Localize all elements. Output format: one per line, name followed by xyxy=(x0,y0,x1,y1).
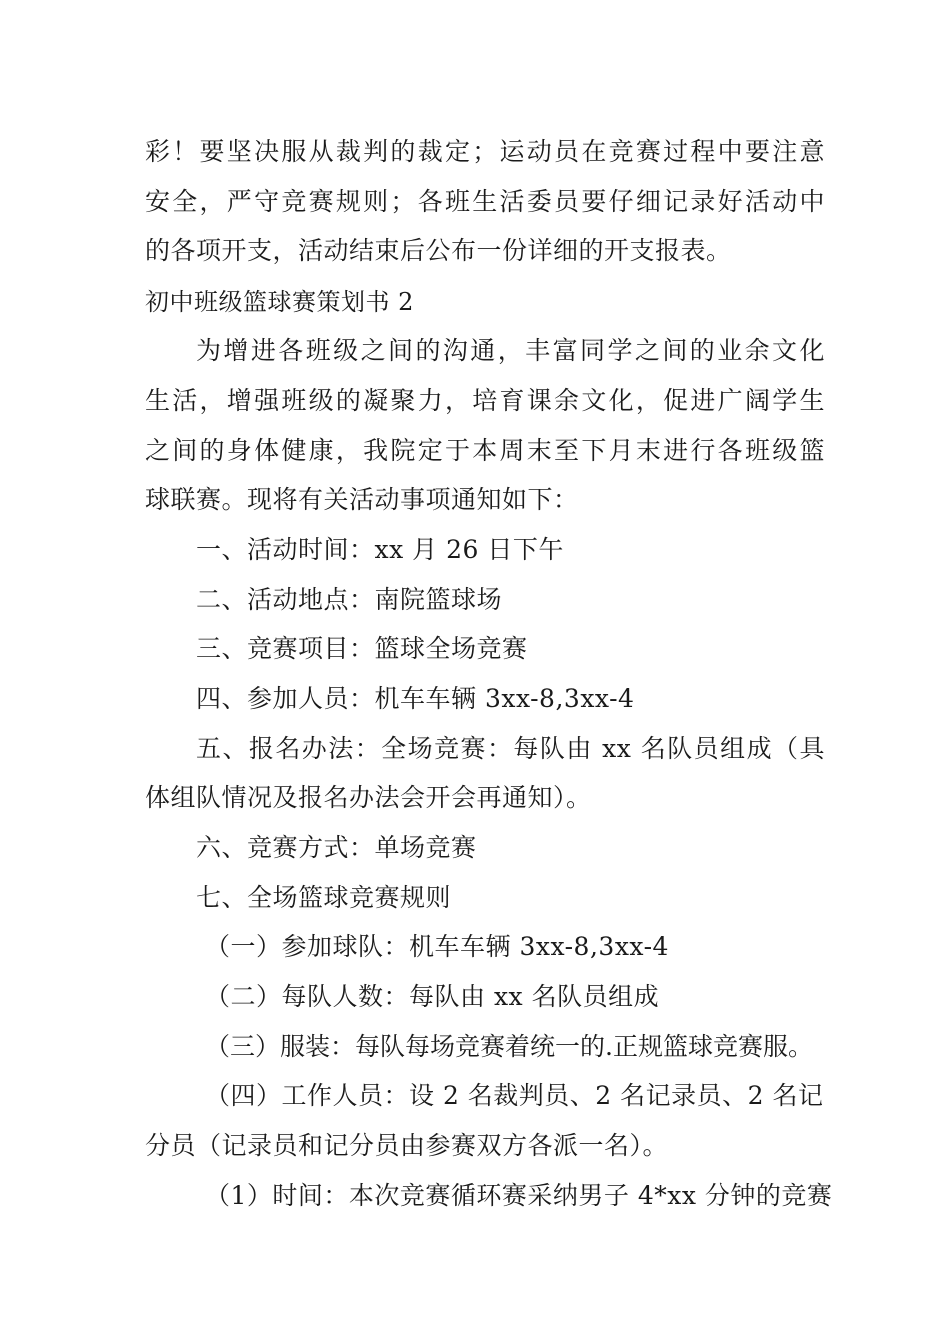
paragraph-line: 安全，严守竞赛规则；各班生活委员要仔细记录好活动中 xyxy=(145,187,825,216)
paragraph-line: 球联赛。现将有关活动事项通知如下： xyxy=(145,485,579,514)
list-item: 三、竞赛项目：篮球全场竞赛 xyxy=(196,634,528,663)
list-item: 一、活动时间：xx 月 26 日下午 xyxy=(196,535,564,564)
paragraph-line: 的各项开支，活动结束后公布一份详细的开支报表。 xyxy=(145,236,732,265)
sub-list-item: （1）时间：本次竞赛循环赛采纳男子 4*xx 分钟的竞赛 xyxy=(205,1181,833,1210)
paragraph-line: 生活，增强班级的凝聚力，培育课余文化，促进广阔学生 xyxy=(145,386,825,415)
paragraph-line: 彩！要坚决服从裁判的裁定；运动员在竞赛过程中要注意 xyxy=(145,137,825,166)
list-item: 六、竞赛方式：单场竞赛 xyxy=(196,833,477,862)
list-item: 七、全场篮球竞赛规则 xyxy=(196,883,452,912)
paragraph-line: 体组队情况及报名办法会开会再通知）。 xyxy=(145,783,592,812)
paragraph-line: 分员（记录员和记分员由参赛双方各派一名）。 xyxy=(145,1131,669,1160)
paragraph-line: 之间的身体健康，我院定于本周末至下月末进行各班级篮 xyxy=(145,436,825,465)
sub-list-item: （三）服装：每队每场竞赛着统一的.正规篮球竞赛服。 xyxy=(205,1032,813,1061)
list-item: 二、活动地点：南院篮球场 xyxy=(196,585,503,614)
paragraph-line: 为增进各班级之间的沟通，丰富同学之间的业余文化 xyxy=(196,336,825,365)
list-item: 四、参加人员：机车车辆 3xx-8,3xx-4 xyxy=(196,684,635,713)
sub-list-item: （一）参加球队：机车车辆 3xx-8,3xx-4 xyxy=(205,932,669,961)
section-title: 初中班级篮球赛策划书 2 xyxy=(145,288,414,316)
sub-list-item: （四）工作人员：设 2 名裁判员、2 名记录员、2 名记 xyxy=(205,1081,824,1110)
list-item: 五、报名办法：全场竞赛：每队由 xx 名队员组成（具 xyxy=(196,734,825,763)
sub-list-item: （二）每队人数：每队由 xx 名队员组成 xyxy=(205,982,660,1011)
